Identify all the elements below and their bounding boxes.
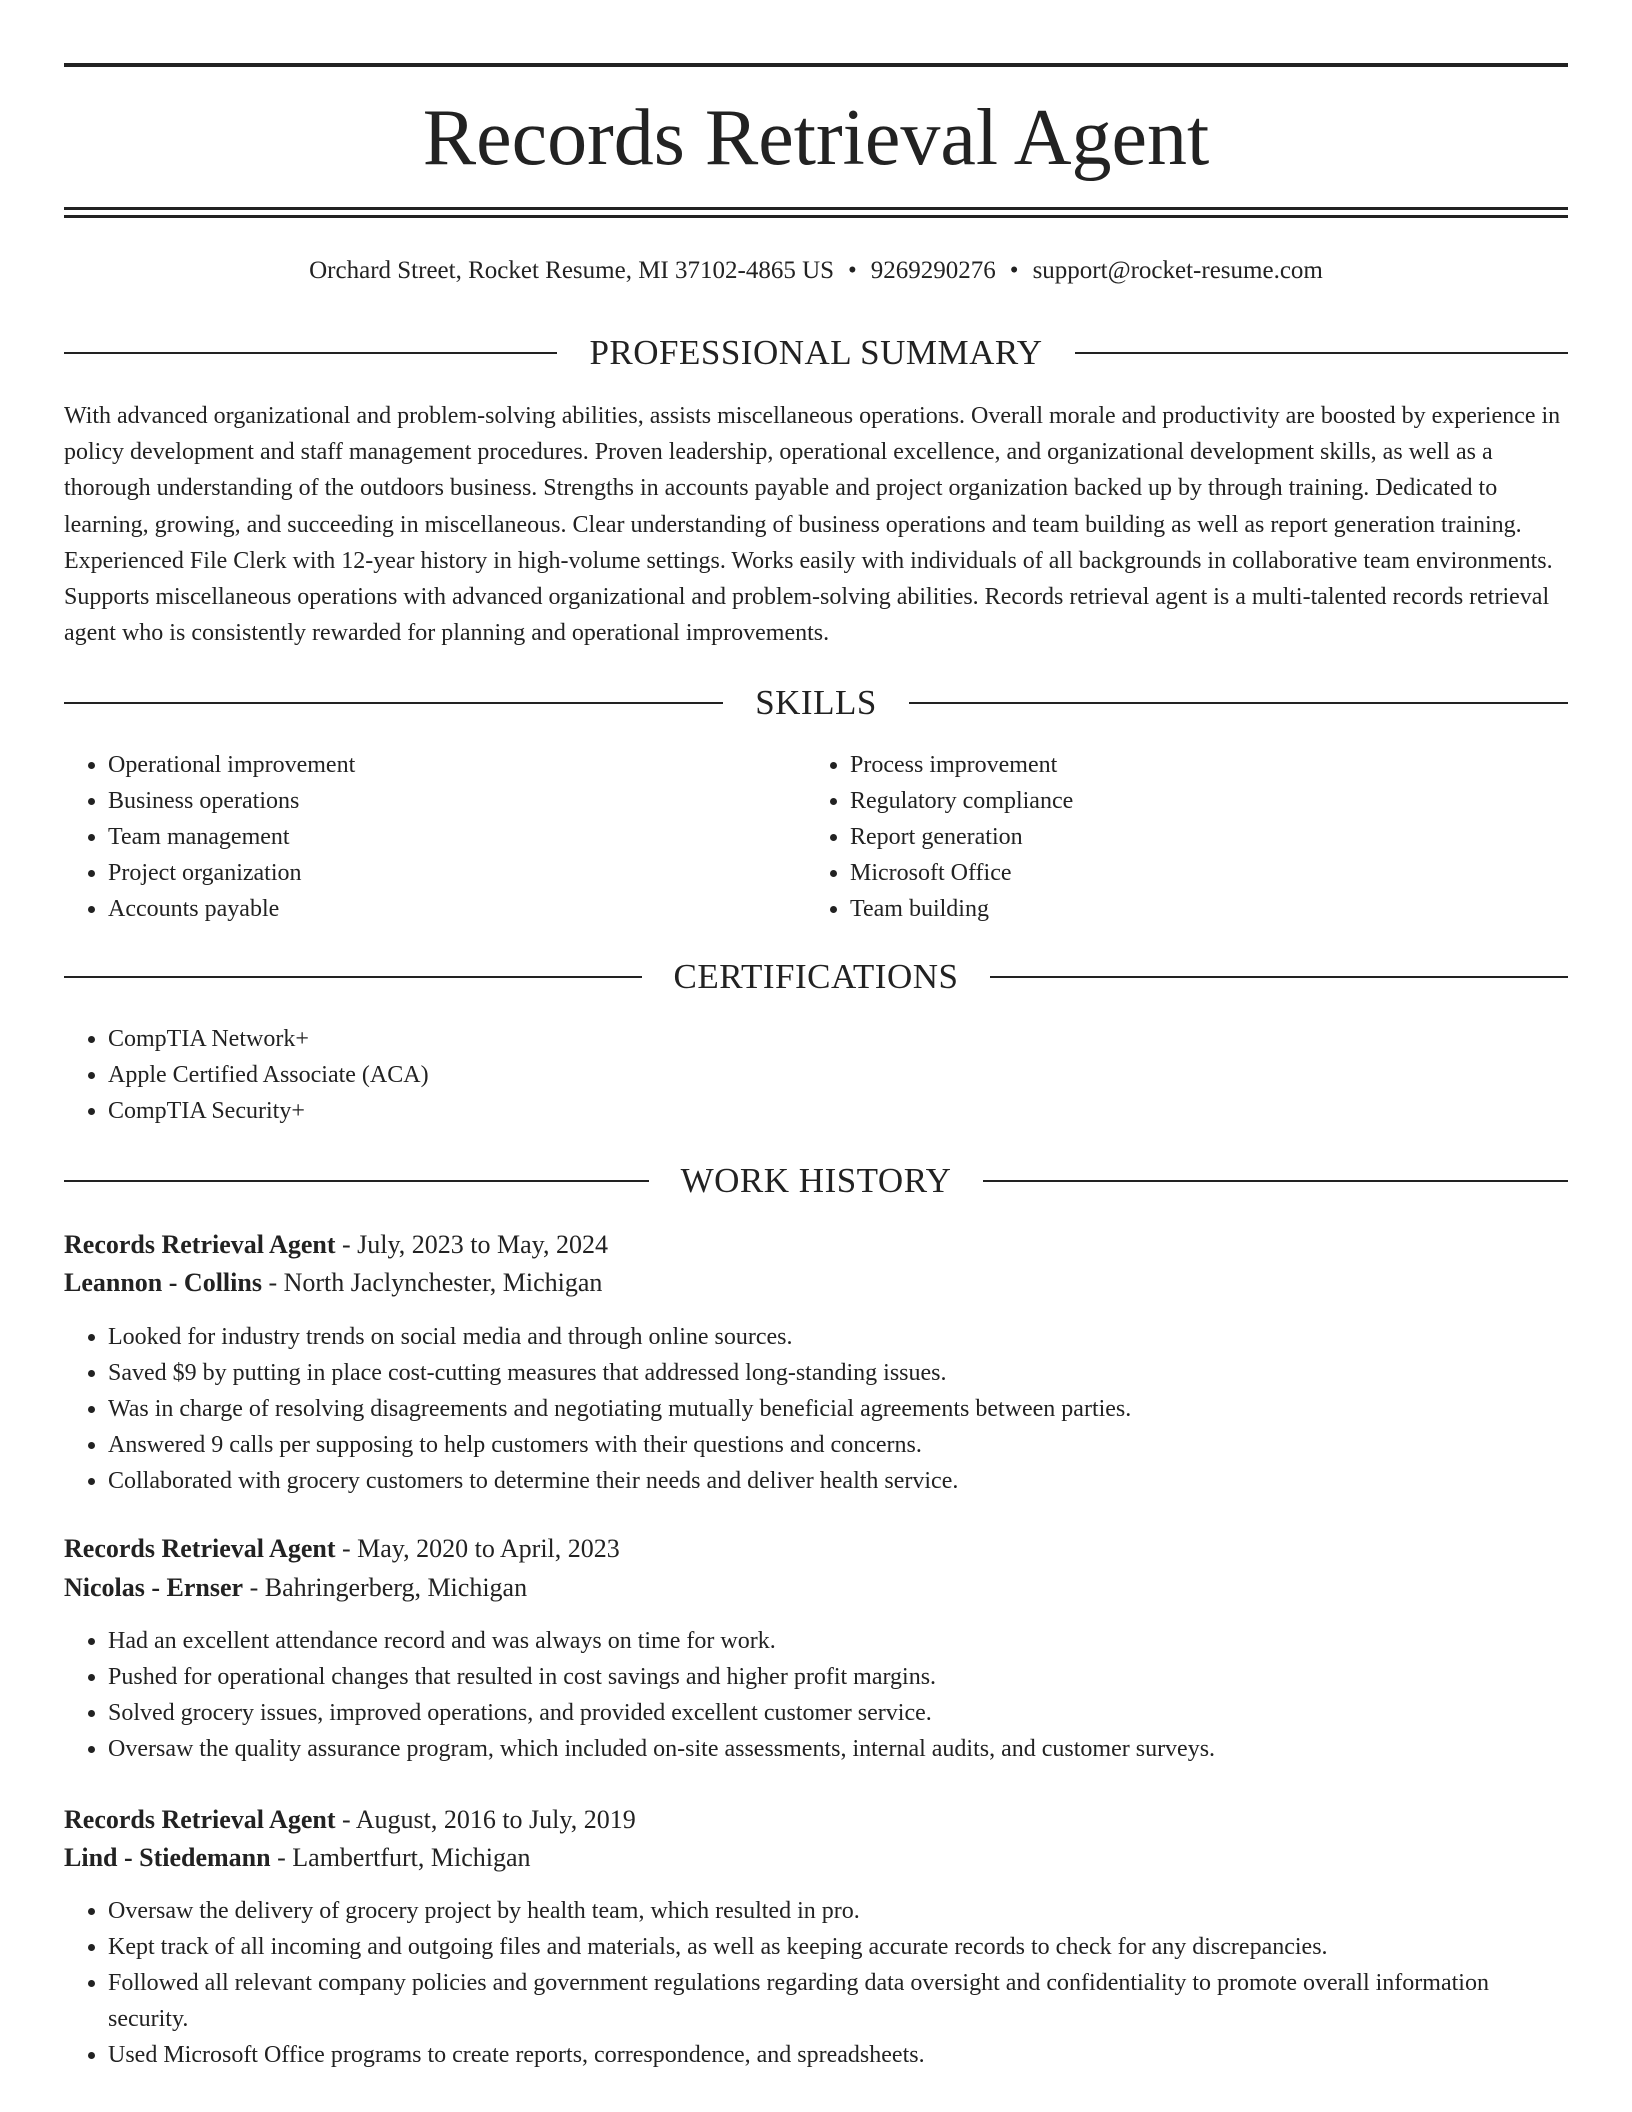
heading-rule-left	[64, 352, 557, 354]
job-location: - Lambertfurt, Michigan	[270, 1843, 531, 1872]
job-duty: • Had an excellent attendance record and was always on time for work.	[108, 1623, 1568, 1659]
double-rule-upper	[64, 207, 1568, 210]
double-rule-lower	[64, 215, 1568, 218]
certification-item: • CompTIA Network+	[108, 1021, 429, 1057]
certifications-heading	[64, 957, 1568, 997]
contact-address: Orchard Street, Rocket Resume, MI 37102-4865 US	[309, 257, 835, 284]
contact-line	[64, 254, 1568, 288]
job-duty: • Was in charge of resolving disagreements and negotiating mutually beneficial agreements between parties.	[108, 1391, 1568, 1427]
skills-heading-label: SKILLS	[755, 683, 877, 722]
job-company-line	[64, 1570, 527, 1606]
work-history-heading	[64, 1161, 1568, 1201]
job-duty: • Collaborated with grocery customers to determine their needs and deliver health service.	[108, 1463, 1568, 1499]
job-title-line	[64, 1802, 636, 1838]
job-title: Records Retrieval Agent	[64, 1805, 336, 1834]
job-company-line	[64, 1840, 531, 1876]
job-duty: • Kept track of all incoming and outgoing files and materials, as well as keeping accurate records to check for any discrepancies.	[108, 1929, 1568, 1965]
contact-separator: •	[1009, 257, 1019, 284]
skill-item: • Accounts payable	[108, 891, 355, 927]
job-duty: • Looked for industry trends on social media and through online sources.	[108, 1319, 1568, 1355]
job-duty: • Solved grocery issues, improved operations, and provided excellent customer service.	[108, 1695, 1568, 1731]
job-company: Lind - Stiedemann	[64, 1843, 271, 1872]
job-duty: • Oversaw the quality assurance program, which included on-site assessments, internal audits, and customer surveys.	[108, 1731, 1568, 1767]
job-title-line	[64, 1531, 620, 1567]
summary-heading-label: PROFESSIONAL SUMMARY	[589, 333, 1043, 372]
job-duty: • Followed all relevant company policies and government regulations regarding data oversight and confidentiality to promote overall information security.	[108, 1965, 1568, 2037]
job-duties-list	[64, 1893, 1568, 2073]
skills-list-left	[64, 747, 355, 927]
certification-item: • CompTIA Security+	[108, 1093, 429, 1129]
top-rule	[64, 63, 1568, 67]
skill-item: • Regulatory compliance	[850, 783, 1073, 819]
skills-heading	[64, 683, 1568, 723]
job-dates: - May, 2020 to April, 2023	[335, 1534, 620, 1563]
job-location: - North Jaclynchester, Michigan	[261, 1268, 603, 1297]
heading-rule-right	[1075, 352, 1568, 354]
job-company-line	[64, 1265, 602, 1301]
candidate-name: Records Retrieval Agent	[422, 94, 1210, 182]
certifications-list	[64, 1021, 429, 1129]
job-duty: • Pushed for operational changes that resulted in cost savings and higher profit margins.	[108, 1659, 1568, 1695]
job-dates: - August, 2016 to July, 2019	[335, 1805, 636, 1834]
job-title: Records Retrieval Agent	[64, 1534, 336, 1563]
heading-rule-left	[64, 976, 642, 978]
skills-list-right	[806, 747, 1073, 927]
certification-item: • Apple Certified Associate (ACA)	[108, 1057, 429, 1093]
contact-separator: •	[848, 257, 857, 284]
work-history-heading-label: WORK HISTORY	[680, 1161, 952, 1200]
job-duty: • Oversaw the delivery of grocery project by health team, which resulted in pro.	[108, 1893, 1568, 1929]
skill-item: • Team management	[108, 819, 355, 855]
heading-rule-right	[983, 1180, 1568, 1182]
skill-item: • Project organization	[108, 855, 355, 891]
heading-rule-left	[64, 1180, 649, 1182]
skill-item: • Team building	[850, 891, 1073, 927]
job-company: Leannon - Collins	[64, 1268, 262, 1297]
contact-email: support@rocket-resume.com	[1032, 257, 1323, 284]
skill-item: • Operational improvement	[108, 747, 355, 783]
heading-rule-right	[990, 976, 1568, 978]
job-duties-list	[64, 1319, 1568, 1499]
heading-rule-left	[64, 702, 723, 704]
job-title-line	[64, 1227, 608, 1263]
job-duty: • Saved $9 by putting in place cost-cutting measures that addressed long-standing issues.	[108, 1355, 1568, 1391]
job-location: - Bahringerberg, Michigan	[243, 1573, 528, 1602]
skill-item: • Report generation	[850, 819, 1073, 855]
skill-item: • Business operations	[108, 783, 355, 819]
contact-phone: 9269290276	[870, 257, 996, 284]
job-duty: • Used Microsoft Office programs to create reports, correspondence, and spreadsheets.	[108, 2037, 1568, 2073]
job-dates: - July, 2023 to May, 2024	[335, 1230, 608, 1259]
summary-text: With advanced organizational and problem-solving abilities, assists miscellaneous operations. Overall morale and productivity are boosted by experience in policy development and staff management procedures. Proven leadership, operational excellence, and organizational development skills, as well as a thorough understanding of the outdoors business. Strengths in accounts payable and project organization backed up by through training. Dedicated to learning, growing, and succeeding in miscellaneous. Clear understanding of business operations and team building as well as report generation training. Experienced File Clerk with 12-year history in high-volume settings. Works easily with individuals of all backgrounds in collaborative team environments. Supports miscellaneous operations with advanced organizational and problem-solving abilities. Records retrieval agent is a multi-talented records retrieval agent who is consistently rewarded for planning and operational improvements.	[64, 403, 1561, 647]
certifications-heading-label: CERTIFICATIONS	[673, 957, 959, 996]
job-title: Records Retrieval Agent	[64, 1230, 336, 1259]
job-duties-list	[64, 1623, 1568, 1767]
summary-heading	[64, 333, 1568, 373]
job-duty: • Answered 9 calls per supposing to help customers with their questions and concerns.	[108, 1427, 1568, 1463]
job-company: Nicolas - Ernser	[64, 1573, 244, 1602]
skill-item: • Microsoft Office	[850, 855, 1073, 891]
heading-rule-right	[909, 702, 1568, 704]
skill-item: • Process improvement	[850, 747, 1073, 783]
